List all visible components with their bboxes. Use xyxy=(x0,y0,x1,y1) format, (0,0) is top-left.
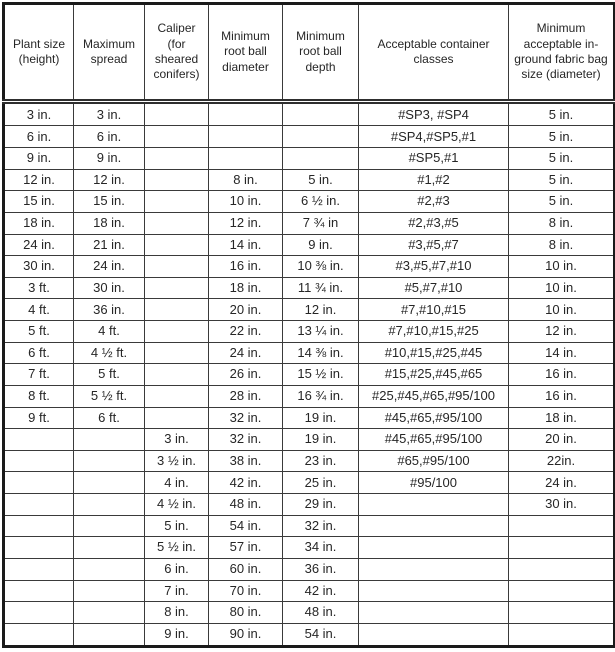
table-cell: 60 in. xyxy=(209,558,283,580)
table-cell: 5 ½ ft. xyxy=(74,385,145,407)
table-row xyxy=(4,148,615,170)
table-row xyxy=(4,602,615,624)
table-cell: 48 in. xyxy=(209,494,283,516)
table-row xyxy=(4,342,615,364)
header-row xyxy=(4,4,615,102)
table-cell: #SP5,#1 xyxy=(359,148,509,170)
table-cell: 16 in. xyxy=(509,385,615,407)
table-cell xyxy=(209,126,283,148)
table-cell: 9 in. xyxy=(283,234,359,256)
column-header-root-ball-diameter: Minimum root ball diameter xyxy=(209,4,283,102)
table-cell xyxy=(145,169,209,191)
table-cell xyxy=(209,102,283,126)
table-cell: 16 ¾ in. xyxy=(283,385,359,407)
table-cell: 10 in. xyxy=(509,299,615,321)
table-cell xyxy=(283,102,359,126)
table-cell: 19 in. xyxy=(283,429,359,451)
table-cell: #1,#2 xyxy=(359,169,509,191)
table-cell: #10,#15,#25,#45 xyxy=(359,342,509,364)
table-header xyxy=(4,4,615,102)
table-cell xyxy=(145,385,209,407)
table-cell: 5 in. xyxy=(509,169,615,191)
table-cell: 6 ft. xyxy=(74,407,145,429)
table-cell xyxy=(145,299,209,321)
table-row xyxy=(4,277,615,299)
table-cell: 4 ½ in. xyxy=(145,494,209,516)
table-cell: 3 in. xyxy=(74,102,145,126)
table-cell: 9 in. xyxy=(145,623,209,646)
table-cell: 5 ft. xyxy=(74,364,145,386)
table-cell: 12 in. xyxy=(209,212,283,234)
table-cell: 5 in. xyxy=(145,515,209,537)
table-cell xyxy=(145,212,209,234)
table-cell xyxy=(509,602,615,624)
table-cell: 8 ft. xyxy=(4,385,74,407)
table-cell xyxy=(145,148,209,170)
table-cell: 6 in. xyxy=(74,126,145,148)
table-cell: 26 in. xyxy=(209,364,283,386)
table-cell: 8 in. xyxy=(509,234,615,256)
table-cell: 13 ¼ in. xyxy=(283,321,359,343)
table-cell: 11 ¾ in. xyxy=(283,277,359,299)
table-cell xyxy=(4,602,74,624)
table-cell: #45,#65,#95/100 xyxy=(359,407,509,429)
table-cell xyxy=(359,558,509,580)
table-cell: 32 in. xyxy=(209,429,283,451)
table-cell: #2,#3 xyxy=(359,191,509,213)
table-cell xyxy=(74,580,145,602)
column-header-plant-size: Plant size (height) xyxy=(4,4,74,102)
table-cell: 5 in. xyxy=(509,191,615,213)
table-row xyxy=(4,537,615,559)
table-cell xyxy=(359,515,509,537)
table-cell: 6 in. xyxy=(4,126,74,148)
table-cell: 10 ⅜ in. xyxy=(283,256,359,278)
table-cell: 36 in. xyxy=(283,558,359,580)
table-cell: #3,#5,#7,#10 xyxy=(359,256,509,278)
table-cell: 19 in. xyxy=(283,407,359,429)
table-cell xyxy=(359,580,509,602)
table-cell: 48 in. xyxy=(283,602,359,624)
table-cell: 4 ft. xyxy=(74,321,145,343)
table-cell: 12 in. xyxy=(509,321,615,343)
table-cell xyxy=(359,623,509,646)
table-cell: 6 ft. xyxy=(4,342,74,364)
table-row xyxy=(4,191,615,213)
table-row xyxy=(4,494,615,516)
table-cell: 24 in. xyxy=(74,256,145,278)
table-cell xyxy=(74,602,145,624)
table-cell: 70 in. xyxy=(209,580,283,602)
table-body xyxy=(4,102,615,647)
table-cell: 3 in. xyxy=(4,102,74,126)
table-cell: 9 ft. xyxy=(4,407,74,429)
table-cell: 42 in. xyxy=(283,580,359,602)
table-cell: 22in. xyxy=(509,450,615,472)
table-cell xyxy=(145,321,209,343)
table-cell: 54 in. xyxy=(209,515,283,537)
table-cell: 29 in. xyxy=(283,494,359,516)
table-cell xyxy=(4,623,74,646)
table-cell: 20 in. xyxy=(209,299,283,321)
table-cell: 28 in. xyxy=(209,385,283,407)
table-cell xyxy=(509,515,615,537)
table-cell: 8 in. xyxy=(145,602,209,624)
table-cell: #25,#45,#65,#95/100 xyxy=(359,385,509,407)
table-cell: #5,#7,#10 xyxy=(359,277,509,299)
table-cell: #15,#25,#45,#65 xyxy=(359,364,509,386)
table-cell: #7,#10,#15 xyxy=(359,299,509,321)
table-cell: 42 in. xyxy=(209,472,283,494)
table-cell: 6 in. xyxy=(145,558,209,580)
table-cell: 7 ¾ in xyxy=(283,212,359,234)
table-cell: 12 in. xyxy=(283,299,359,321)
table-cell: 34 in. xyxy=(283,537,359,559)
table-cell: 16 in. xyxy=(509,364,615,386)
table-cell xyxy=(74,429,145,451)
table-cell: 15 in. xyxy=(4,191,74,213)
table-cell: 80 in. xyxy=(209,602,283,624)
table-row xyxy=(4,515,615,537)
table-cell xyxy=(74,494,145,516)
table-cell xyxy=(74,623,145,646)
table-cell: 10 in. xyxy=(209,191,283,213)
table-cell xyxy=(145,126,209,148)
table-cell: 23 in. xyxy=(283,450,359,472)
table-cell xyxy=(145,256,209,278)
table-row xyxy=(4,256,615,278)
table-cell: #65,#95/100 xyxy=(359,450,509,472)
table-cell: 36 in. xyxy=(74,299,145,321)
table-cell: #3,#5,#7 xyxy=(359,234,509,256)
table-cell: #SP3, #SP4 xyxy=(359,102,509,126)
table-cell xyxy=(74,558,145,580)
table-cell xyxy=(145,364,209,386)
table-row xyxy=(4,234,615,256)
table-cell: 5 in. xyxy=(509,102,615,126)
table-cell: 4 in. xyxy=(145,472,209,494)
table-row xyxy=(4,407,615,429)
table-cell: 18 in. xyxy=(74,212,145,234)
table-cell: 30 in. xyxy=(509,494,615,516)
table-cell: 54 in. xyxy=(283,623,359,646)
column-header-caliper: Caliper (for sheared conifers) xyxy=(145,4,209,102)
table-cell: 21 in. xyxy=(74,234,145,256)
table-cell: 30 in. xyxy=(74,277,145,299)
table-cell: 5 in. xyxy=(509,148,615,170)
table-row xyxy=(4,450,615,472)
table-cell xyxy=(509,537,615,559)
table-cell: 32 in. xyxy=(209,407,283,429)
table-cell: 24 in. xyxy=(209,342,283,364)
table-cell xyxy=(145,191,209,213)
table-cell: 24 in. xyxy=(4,234,74,256)
table-cell xyxy=(145,234,209,256)
table-cell xyxy=(359,537,509,559)
table-cell xyxy=(509,580,615,602)
table-cell: 24 in. xyxy=(509,472,615,494)
table-cell: 25 in. xyxy=(283,472,359,494)
table-cell: 18 in. xyxy=(4,212,74,234)
table-cell xyxy=(359,494,509,516)
table-cell xyxy=(74,450,145,472)
table-cell: 16 in. xyxy=(209,256,283,278)
table-cell xyxy=(4,450,74,472)
table-row xyxy=(4,102,615,126)
table-cell: 7 in. xyxy=(145,580,209,602)
table-cell xyxy=(74,472,145,494)
table-row xyxy=(4,385,615,407)
table-cell: 18 in. xyxy=(209,277,283,299)
table-cell: 30 in. xyxy=(4,256,74,278)
table-cell: 6 ½ in. xyxy=(283,191,359,213)
table-row xyxy=(4,126,615,148)
table-cell: 90 in. xyxy=(209,623,283,646)
table-cell xyxy=(509,558,615,580)
table-cell: 8 in. xyxy=(209,169,283,191)
table-cell: 5 ft. xyxy=(4,321,74,343)
table-cell xyxy=(145,277,209,299)
table-cell: 57 in. xyxy=(209,537,283,559)
plant-spec-table xyxy=(2,2,615,648)
table-cell: 9 in. xyxy=(4,148,74,170)
table-cell xyxy=(283,126,359,148)
table-cell: 14 in. xyxy=(509,342,615,364)
table-cell xyxy=(4,537,74,559)
table-cell: #95/100 xyxy=(359,472,509,494)
table-row xyxy=(4,212,615,234)
table-cell: #SP4,#SP5,#1 xyxy=(359,126,509,148)
table-cell xyxy=(4,580,74,602)
table-cell: #45,#65,#95/100 xyxy=(359,429,509,451)
table-cell xyxy=(4,429,74,451)
column-header-fabric-bag-size: Minimum acceptable in-ground fabric bag size (diameter) xyxy=(509,4,615,102)
table-cell xyxy=(283,148,359,170)
table-row xyxy=(4,364,615,386)
table-row xyxy=(4,558,615,580)
table-cell: 12 in. xyxy=(74,169,145,191)
table-cell xyxy=(209,148,283,170)
table-cell xyxy=(509,623,615,646)
table-cell: 20 in. xyxy=(509,429,615,451)
table-row xyxy=(4,429,615,451)
table-cell: 5 ½ in. xyxy=(145,537,209,559)
table-cell: 3 ½ in. xyxy=(145,450,209,472)
table-cell xyxy=(145,102,209,126)
table-cell: 3 ft. xyxy=(4,277,74,299)
table-cell: 14 ⅜ in. xyxy=(283,342,359,364)
table-cell: #7,#10,#15,#25 xyxy=(359,321,509,343)
table-cell: 7 ft. xyxy=(4,364,74,386)
table-cell xyxy=(4,494,74,516)
table-cell: 22 in. xyxy=(209,321,283,343)
table-cell: 8 in. xyxy=(509,212,615,234)
column-header-root-ball-depth: Minimum root ball depth xyxy=(283,4,359,102)
table-cell: 10 in. xyxy=(509,256,615,278)
table-cell: 15 in. xyxy=(74,191,145,213)
table-cell xyxy=(145,342,209,364)
table-cell: 15 ½ in. xyxy=(283,364,359,386)
table-cell xyxy=(4,515,74,537)
table-cell: 4 ½ ft. xyxy=(74,342,145,364)
table-row xyxy=(4,472,615,494)
table-cell: 14 in. xyxy=(209,234,283,256)
column-header-container-classes: Acceptable container classes xyxy=(359,4,509,102)
table-cell: #2,#3,#5 xyxy=(359,212,509,234)
table-cell: 18 in. xyxy=(509,407,615,429)
table-cell xyxy=(4,558,74,580)
table-cell: 9 in. xyxy=(74,148,145,170)
table-cell: 38 in. xyxy=(209,450,283,472)
table-cell xyxy=(145,407,209,429)
table-cell xyxy=(359,602,509,624)
table-cell: 12 in. xyxy=(4,169,74,191)
table-cell: 32 in. xyxy=(283,515,359,537)
table-cell xyxy=(4,472,74,494)
table-cell xyxy=(74,537,145,559)
table-cell: 4 ft. xyxy=(4,299,74,321)
table-row xyxy=(4,623,615,646)
table-cell: 5 in. xyxy=(509,126,615,148)
table-row xyxy=(4,169,615,191)
table-cell: 5 in. xyxy=(283,169,359,191)
table-row xyxy=(4,321,615,343)
table-cell: 10 in. xyxy=(509,277,615,299)
table-cell: 3 in. xyxy=(145,429,209,451)
column-header-maximum-spread: Maximum spread xyxy=(74,4,145,102)
table-cell xyxy=(74,515,145,537)
table-row xyxy=(4,299,615,321)
table-row xyxy=(4,580,615,602)
